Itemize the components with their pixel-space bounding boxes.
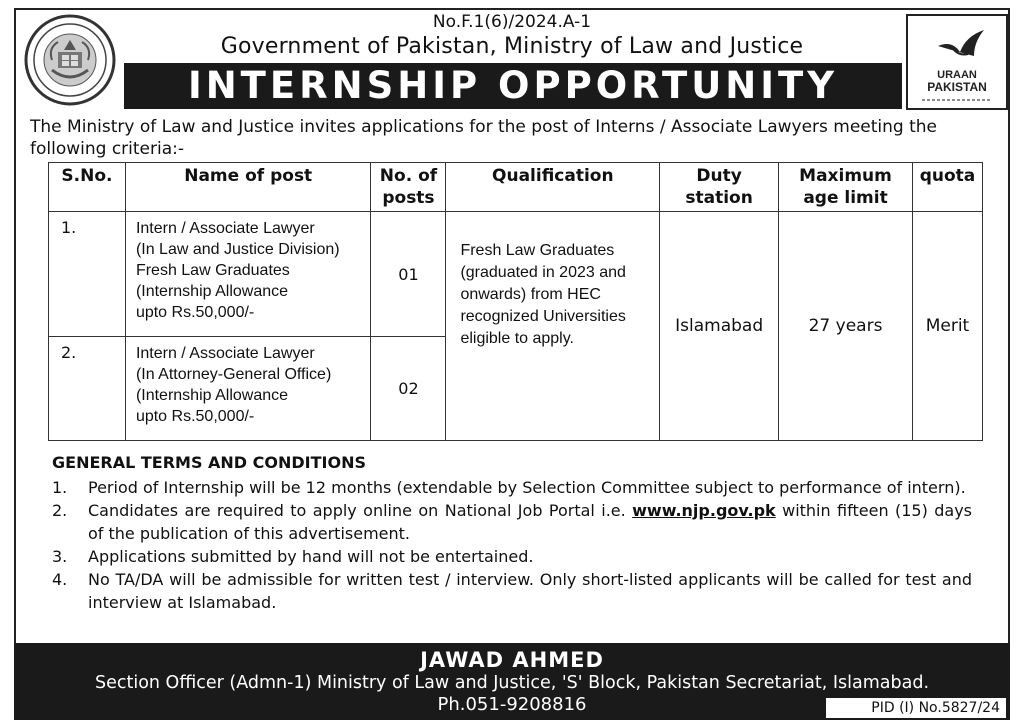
issuing-authority: Government of Pakistan, Ministry of Law and Justice: [220, 34, 804, 59]
row-post-name: Intern / Associate Lawyer (In Law and Justice Division) Fresh Law Graduates (Internship Allowance upto Rs.50,000/-: [125, 212, 371, 337]
qualification-cell: Fresh Law Graduates (graduated in 2023 and onwards) from HEC recognized Universities eligible to apply.: [446, 212, 660, 441]
list-item: [52, 499, 972, 545]
signatory-office: Section Officer (Admn-1) Ministry of Law and Justice, 'S' Block, Pakistan Secretariat, Islamabad.: [94, 673, 930, 693]
header-age-limit: Maximum age limit: [779, 163, 913, 212]
header-duty-station: Duty station: [660, 163, 779, 212]
age-limit-cell: 27 years: [779, 212, 913, 441]
list-item: [52, 545, 972, 568]
logo-word-uraan: URAAN: [937, 69, 977, 81]
term-number: 3.: [52, 547, 68, 566]
njp-portal-link[interactable]: www.njp.gov.pk: [632, 501, 776, 520]
list-item: [52, 568, 972, 614]
header-quota: quota: [912, 163, 982, 212]
row-posts-count: 02: [371, 337, 446, 441]
terms-heading: GENERAL TERMS AND CONDITIONS: [52, 453, 367, 472]
reference-number: No.F.1(6)/2024.A-1: [432, 12, 592, 32]
term-text: Candidates are required to apply online on National Job Portal i.e. www.njp.gov.pk within fifteen (15) days of the publication of this advertisement.: [88, 501, 973, 543]
intro-paragraph: The Ministry of Law and Justice invites applications for the post of Interns / Associate Lawyers meeting the following criteria:-: [30, 117, 938, 159]
term-number: 2.: [52, 501, 68, 520]
terms-list: [52, 476, 972, 614]
row-post-name: Intern / Associate Lawyer (In Attorney-General Office) (Internship Allowance upto Rs.50,000/-: [125, 337, 371, 441]
term-text: No TA/DA will be admissible for written test / interview. Only short-listed applicants will be called for test and interview at Islamabad.: [88, 570, 972, 612]
row-sno: 2.: [49, 337, 126, 441]
header-name-of-post: Name of post: [125, 163, 371, 212]
term-number: 4.: [52, 570, 68, 589]
term-text: Applications submitted by hand will not be entertained.: [88, 547, 534, 566]
quota-cell: Merit: [912, 212, 982, 441]
signatory-name: JAWAD AHMED: [420, 648, 604, 672]
row-posts-count: 01: [371, 212, 446, 337]
table-header-row: [49, 163, 983, 212]
pid-number: PID (I) No.5827/24: [826, 698, 1006, 718]
header-sno: S.No.: [49, 163, 126, 212]
term-number: 1.: [52, 478, 68, 497]
contact-phone: Ph.051-9208816: [437, 694, 587, 715]
duty-station-cell: Islamabad: [660, 212, 779, 441]
logo-word-pakistan: PAKISTAN: [927, 80, 987, 94]
posts-table: [48, 162, 983, 441]
list-item: [52, 476, 972, 499]
row-sno: 1.: [49, 212, 126, 337]
page-title: INTERNSHIP OPPORTUNITY: [187, 64, 839, 107]
header-qualification: Qualification: [446, 163, 660, 212]
table-row: [49, 212, 983, 337]
header-no-of-posts: No. of posts: [371, 163, 446, 212]
term-text: Period of Internship will be 12 months (extendable by Selection Committee subject to performance of intern).: [88, 478, 966, 497]
